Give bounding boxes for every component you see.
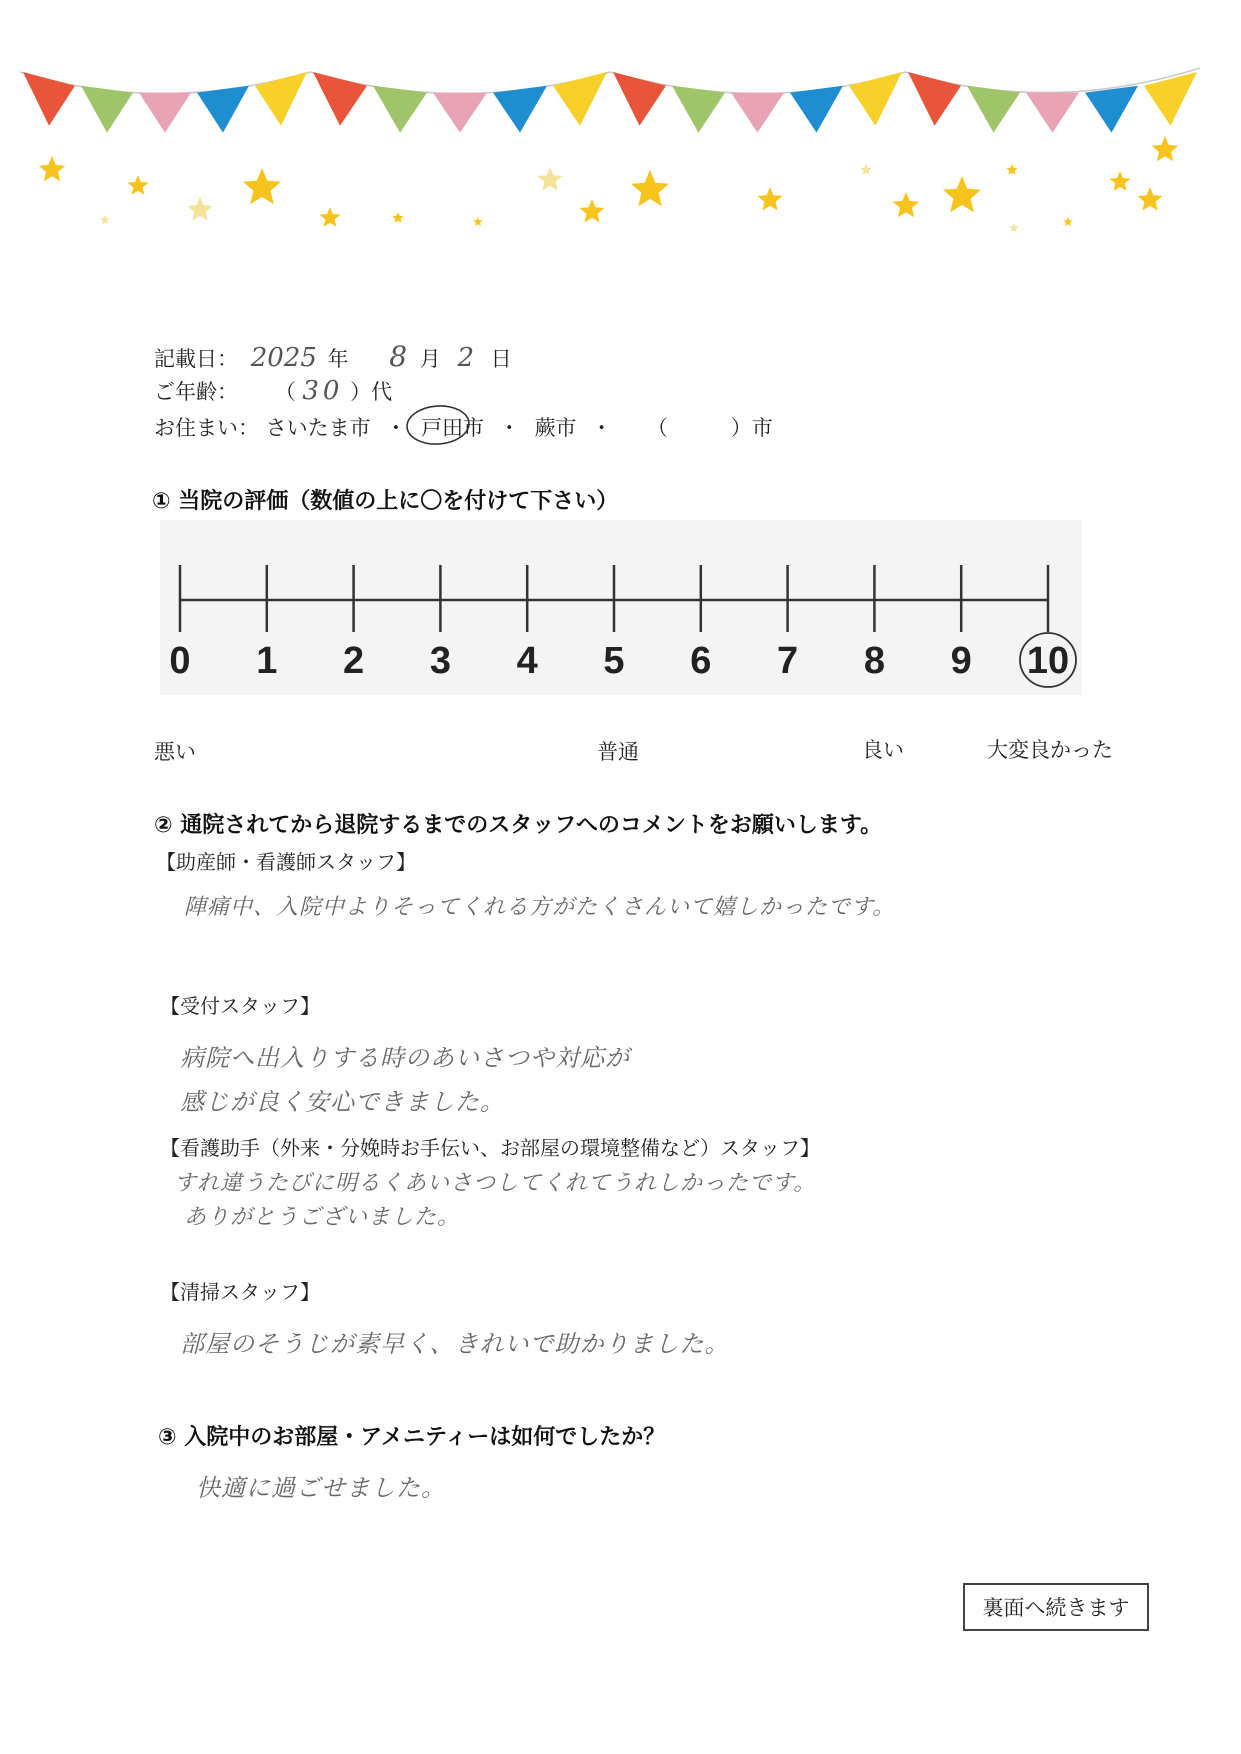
scale-number: 10 xyxy=(1026,640,1070,682)
address-separator: ・ xyxy=(498,416,520,440)
age-close-bracket: ）代 xyxy=(350,380,393,404)
bunting-flag xyxy=(313,72,367,126)
address-label: お住まい： xyxy=(154,416,259,440)
scale-number: 4 xyxy=(516,640,538,682)
date-year-value: 2025 xyxy=(250,343,317,373)
star-icon xyxy=(188,197,213,221)
q3-title: ③ 入院中のお部屋・アメニティーは如何でしたか？ xyxy=(158,1425,666,1450)
address-option-toda: 戸田市 xyxy=(421,416,485,440)
date-day-value: 2 xyxy=(457,343,474,373)
scale-number: 8 xyxy=(863,640,885,682)
scale-number: 7 xyxy=(777,640,799,682)
amenity-comment: 快適に過ごせました。 xyxy=(196,1474,446,1502)
bunting-flag xyxy=(790,86,843,133)
scale-number: 1 xyxy=(256,640,278,682)
star-icon xyxy=(1063,217,1073,226)
age-value: 30 xyxy=(302,376,344,406)
star-icon xyxy=(39,156,66,181)
address-selected-circle xyxy=(404,402,474,448)
scale-number: 5 xyxy=(603,640,625,682)
star-icon xyxy=(758,187,783,211)
star-icon xyxy=(392,212,403,223)
bunting-flag xyxy=(553,72,607,126)
bunting-flag xyxy=(731,93,784,133)
bunting-flag xyxy=(672,86,725,133)
continue-on-back-note: 裏面へ続きます xyxy=(963,1583,1149,1631)
q1-title: ① 当院の評価（数値の上に〇を付けて下さい） xyxy=(152,489,619,514)
scale-label-good: 良い xyxy=(862,738,904,762)
scale-label-bad: 悪い xyxy=(154,740,196,764)
bunting-flag xyxy=(967,86,1020,133)
address-separator: ・ xyxy=(591,416,613,440)
address-option-warabi: 蕨市 xyxy=(534,416,577,440)
star-icon xyxy=(860,164,871,175)
midwife-comment: 陣痛中、入院中よりそってくれる方がたくさんいて嬉しかったです。 xyxy=(184,895,896,920)
scale-label-very-good: 大変良かった xyxy=(987,738,1113,762)
rating-selected-circle xyxy=(1016,628,1080,692)
date-label: 記載日： xyxy=(154,347,238,371)
address-option-saitama: さいたま市 xyxy=(265,416,371,440)
midwife-heading: 【助産師・看護師スタッフ】 xyxy=(156,850,416,874)
star-icon xyxy=(1110,171,1131,191)
age-row xyxy=(154,376,392,406)
scale-label-normal: 普通 xyxy=(597,740,639,764)
cleaning-comment: 部屋のそうじが素早く、きれいで助かりました。 xyxy=(180,1330,730,1358)
star-icon xyxy=(1138,187,1163,211)
age-label: ご年齢： xyxy=(154,380,238,404)
star-icon xyxy=(631,170,669,206)
scale-number: 6 xyxy=(690,640,712,682)
star-icon xyxy=(580,199,605,223)
reception-comment-line-1: 病院へ出入りする時のあいさつや対応が xyxy=(180,1044,630,1072)
star-icon xyxy=(893,192,920,217)
bunting-flag xyxy=(908,72,961,126)
address-separator: ・ xyxy=(385,416,407,440)
bunting-flag xyxy=(433,93,487,133)
date-row xyxy=(154,340,512,373)
scale-number: 0 xyxy=(169,640,191,682)
bunting-flag xyxy=(493,86,547,133)
reception-heading: 【受付スタッフ】 xyxy=(160,994,320,1018)
scale-number: 3 xyxy=(429,640,451,682)
bunting-flag xyxy=(255,72,307,126)
bunting-flag xyxy=(1085,86,1138,133)
star-icon xyxy=(1152,136,1179,161)
date-year-unit: 年 xyxy=(327,347,349,371)
cleaning-heading: 【清掃スタッフ】 xyxy=(160,1280,320,1304)
star-icon xyxy=(1009,223,1019,232)
bunting-flag xyxy=(81,86,133,133)
assistant-heading: 【看護助手（外来・分娩時お手伝い、お部屋の環境整備など）スタッフ】 xyxy=(160,1136,820,1160)
star-icon xyxy=(473,217,483,226)
bunting-flag xyxy=(373,86,427,133)
age-open-bracket: （ xyxy=(274,380,296,404)
star-icon xyxy=(243,168,281,204)
bunting-flag xyxy=(23,72,75,126)
date-month-unit: 月 xyxy=(419,347,441,371)
address-option-other: （ ）市 xyxy=(646,416,773,440)
bunting-flag xyxy=(1026,93,1079,133)
star-icon xyxy=(128,175,149,195)
bunting-flag xyxy=(139,93,191,133)
star-icon xyxy=(538,167,563,191)
star-icon xyxy=(100,215,110,224)
bunting-decoration xyxy=(0,0,1241,260)
q2-title: ② 通院されてから退院するまでのスタッフへのコメントをお願いします。 xyxy=(154,813,883,838)
bunting-flag xyxy=(849,72,902,126)
star-icon xyxy=(320,207,341,227)
star-icon xyxy=(943,176,981,212)
date-month-value: 8 xyxy=(389,340,408,373)
reception-comment-line-2: 感じが良く安心できました。 xyxy=(180,1088,505,1116)
assistant-comment-line-2: ありがとうございました。 xyxy=(184,1205,461,1230)
bunting-flag xyxy=(197,86,249,133)
date-day-unit: 日 xyxy=(490,347,512,371)
assistant-comment-line-1: すれ違うたびに明るくあいさつしてくれてうれしかったです。 xyxy=(174,1171,817,1196)
bunting-flag xyxy=(613,72,666,126)
scale-number: 2 xyxy=(343,640,365,682)
scale-number: 9 xyxy=(950,640,972,682)
star-icon xyxy=(1006,164,1017,175)
